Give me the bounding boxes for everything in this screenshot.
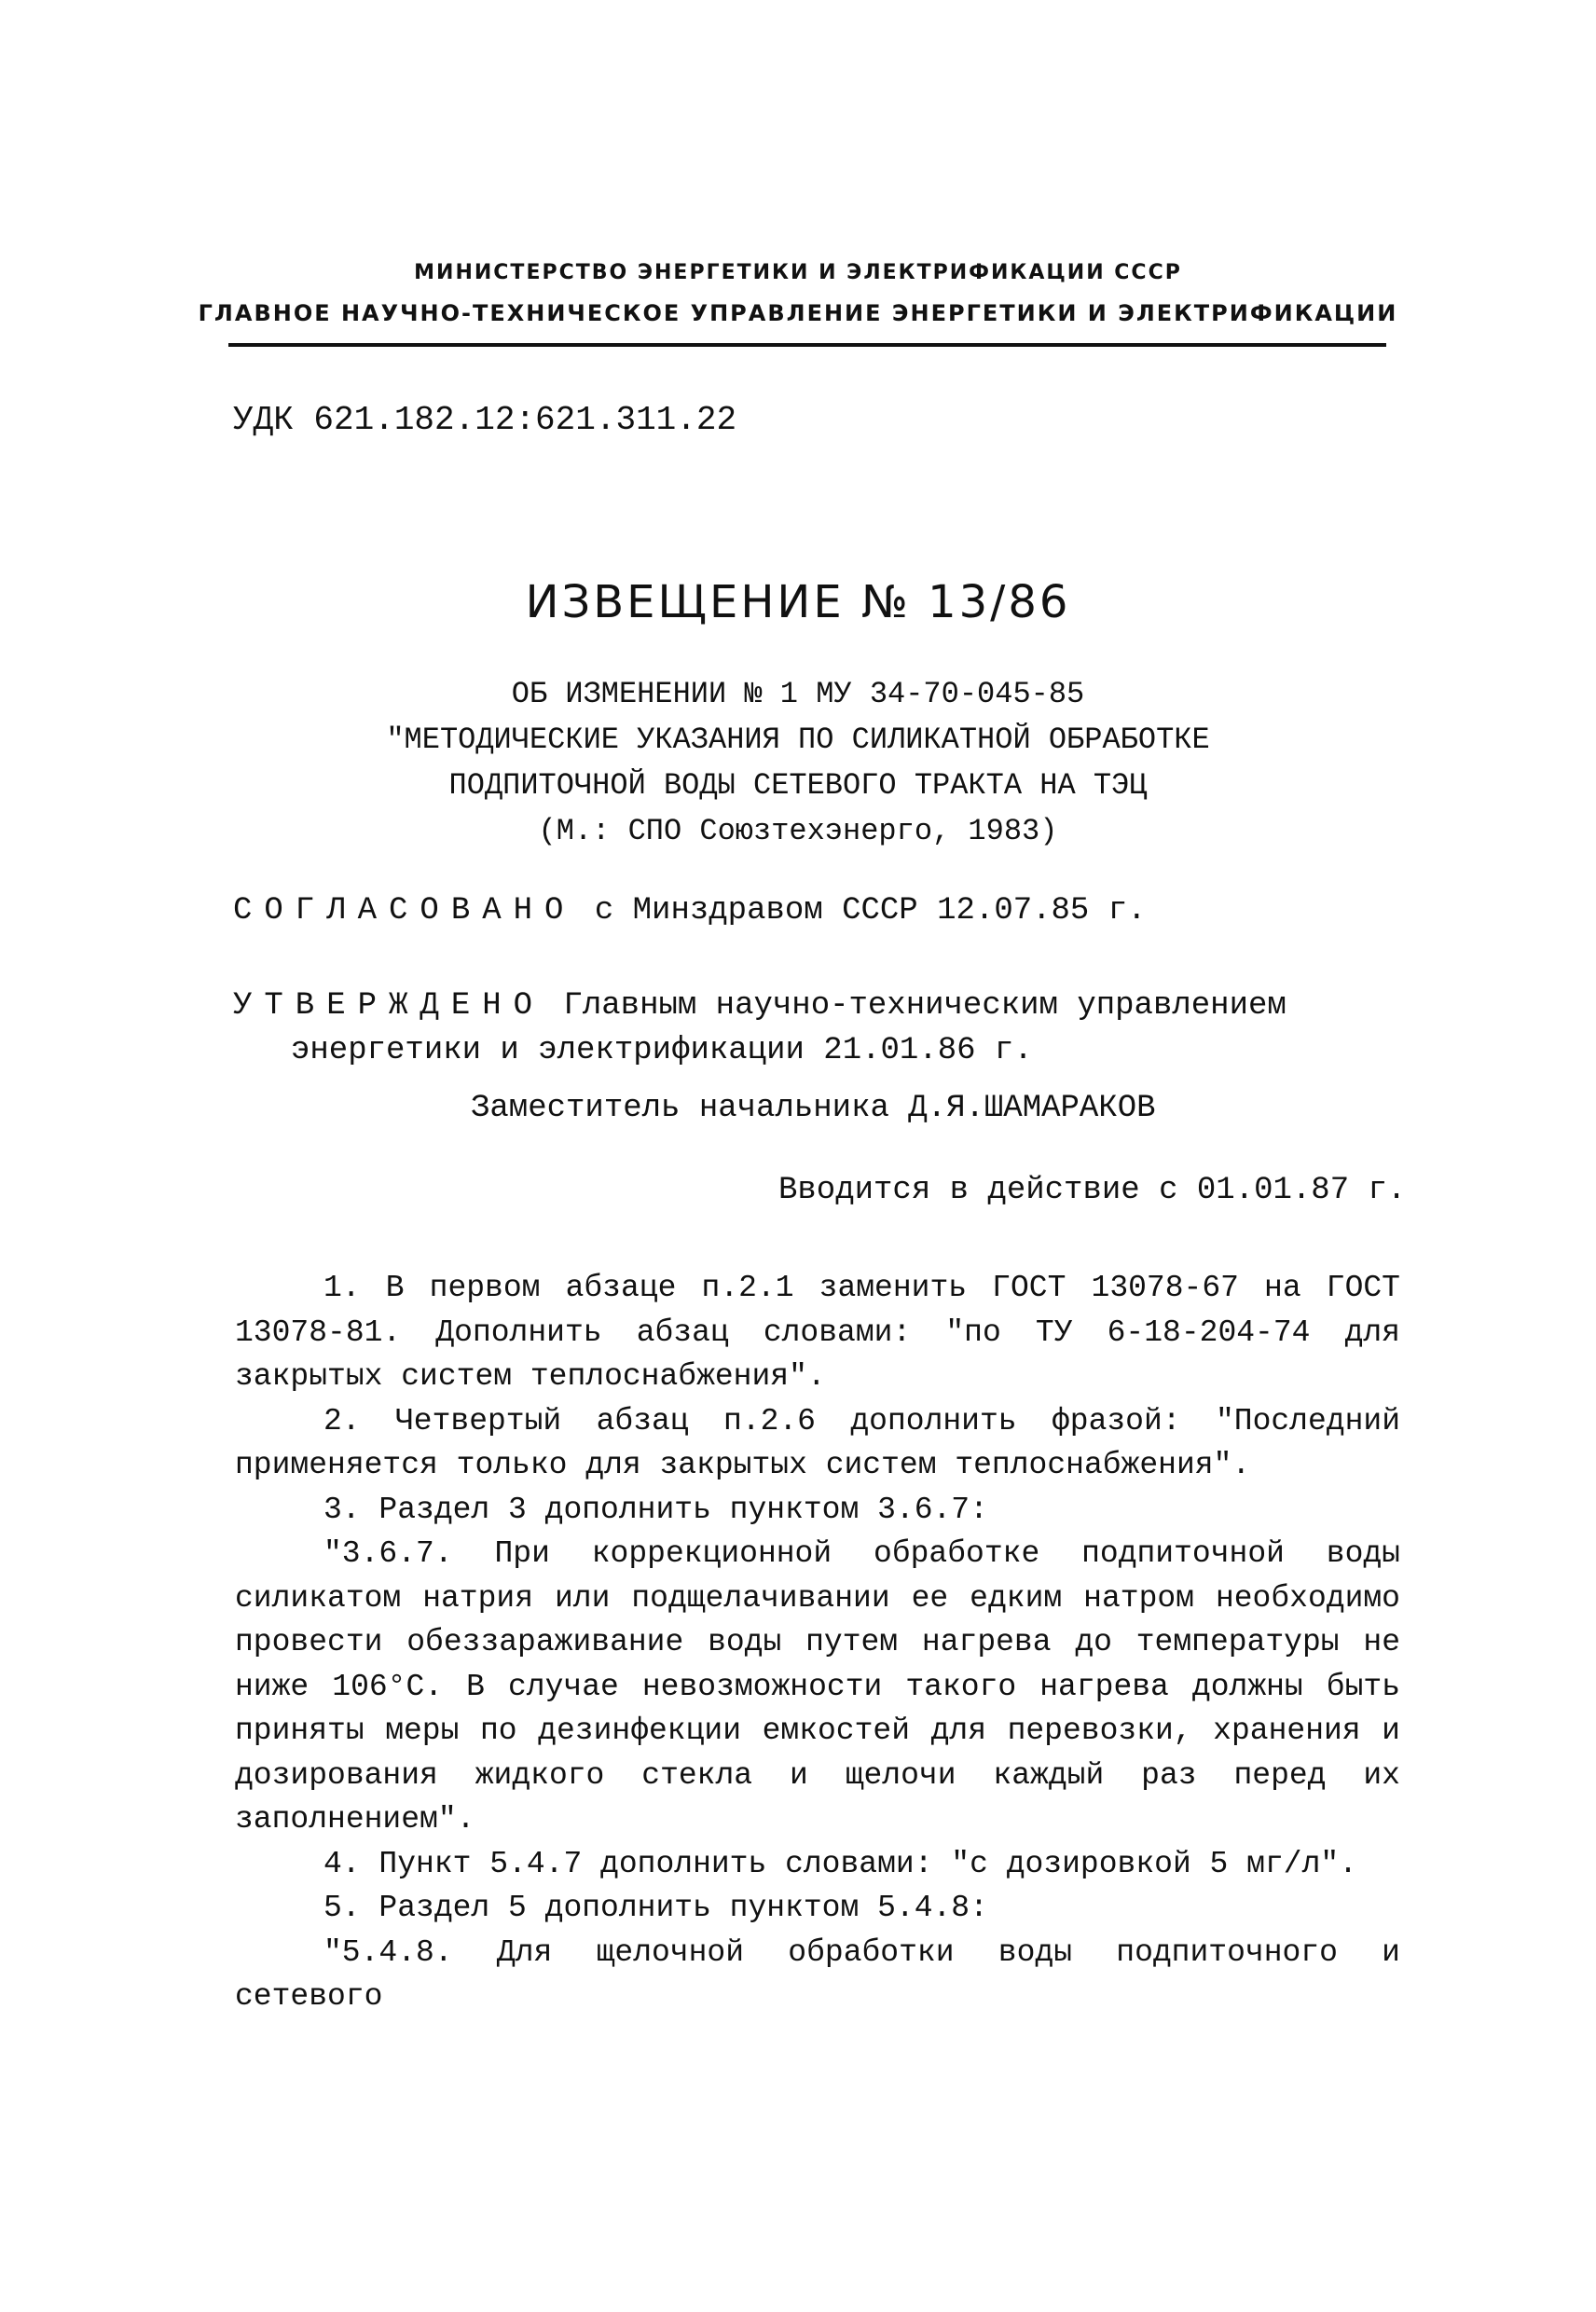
subject-line: ПОДПИТОЧНОЙ ВОДЫ СЕТЕВОГО ТРАКТА НА ТЭЦ — [448, 768, 1148, 803]
subject-line: "МЕТОДИЧЕСКИЕ УКАЗАНИЯ ПО СИЛИКАТНОЙ ОБРАБОТКЕ — [386, 722, 1210, 757]
subject-line: ОБ ИЗМЕНЕНИИ № 1 МУ 34-70-045-85 — [511, 677, 1085, 711]
amendment-quote: "5.4.8. Для щелочной обработки воды подпиточного и сетевого — [235, 1934, 1400, 2014]
amendment-item: 4. Пункт 5.4.7 дополнить словами: "с дозировкой 5 мг/л". — [323, 1846, 1357, 1881]
amendment-item: 5. Раздел 5 дополнить пунктом 5.4.8: — [323, 1891, 988, 1925]
approved-label: УТВЕРЖДЕНО — [233, 988, 545, 1024]
amendments-list — [235, 1266, 1400, 2019]
directorate-header: ГЛАВНОЕ НАУЧНО-ТЕХНИЧЕСКОЕ УПРАВЛЕНИЕ ЭНЕРГЕТИКИ И ЭЛЕКТРИФИКАЦИИ — [198, 300, 1398, 326]
ministry-header: МИНИСТЕРСТВО ЭНЕРГЕТИКИ И ЭЛЕКТРИФИКАЦИИ СССР — [414, 261, 1182, 284]
approved-block — [233, 988, 1286, 1024]
amendment-quote: "3.6.7. При коррекционной обработке подпиточной воды силикатом натрия или подщелачивании ее едким натром необходимо провести обеззараживание воды путем нагрева до температуры не ниже 106°С. В случае невозможности такого нагрева должны быть приняты меры по дезинфекции емкостей для перевозки, хранения и дозирования жидкого стекла и щелочи каждый раз перед их заполнением". — [235, 1536, 1400, 1837]
effective-date: Вводится в действие с 01.01.87 г. — [778, 1173, 1407, 1208]
notice-subject — [0, 671, 1596, 854]
notice-title: ИЗВЕЩЕНИЕ № 13/86 — [525, 576, 1071, 628]
approved-text-line2: энергетики и электрификации 21.01.86 г. — [291, 1033, 1033, 1068]
header-rule — [228, 343, 1386, 347]
deputy-signature: Заместитель начальника Д.Я.ШАМАРАКОВ — [471, 1091, 1156, 1126]
agreed-label: СОГЛАСОВАНО — [233, 893, 576, 929]
agreed-text: с Минздравом СССР 12.07.85 г. — [594, 893, 1147, 929]
amendment-item: 3. Раздел 3 дополнить пунктом 3.6.7: — [323, 1492, 988, 1527]
subject-line: (М.: СПО Союзтехэнерго, 1983) — [538, 814, 1058, 848]
agreed-block — [233, 893, 1147, 929]
approved-text-line1: Главным научно-техническим управлением — [563, 988, 1286, 1024]
amendment-item: 1. В первом абзаце п.2.1 заменить ГОСТ 13078-67 на ГОСТ 13078-81. Дополнить абзац словами: "по ТУ 6-18-204-74 для закрытых систем теплоснабжения". — [235, 1271, 1400, 1394]
udk-code: УДК 621.182.12:621.311.22 — [233, 401, 737, 439]
amendment-item: 2. Четвертый абзац п.2.6 дополнить фразой: "Последний применяется только для закрытых систем теплоснабжения". — [235, 1403, 1400, 1482]
